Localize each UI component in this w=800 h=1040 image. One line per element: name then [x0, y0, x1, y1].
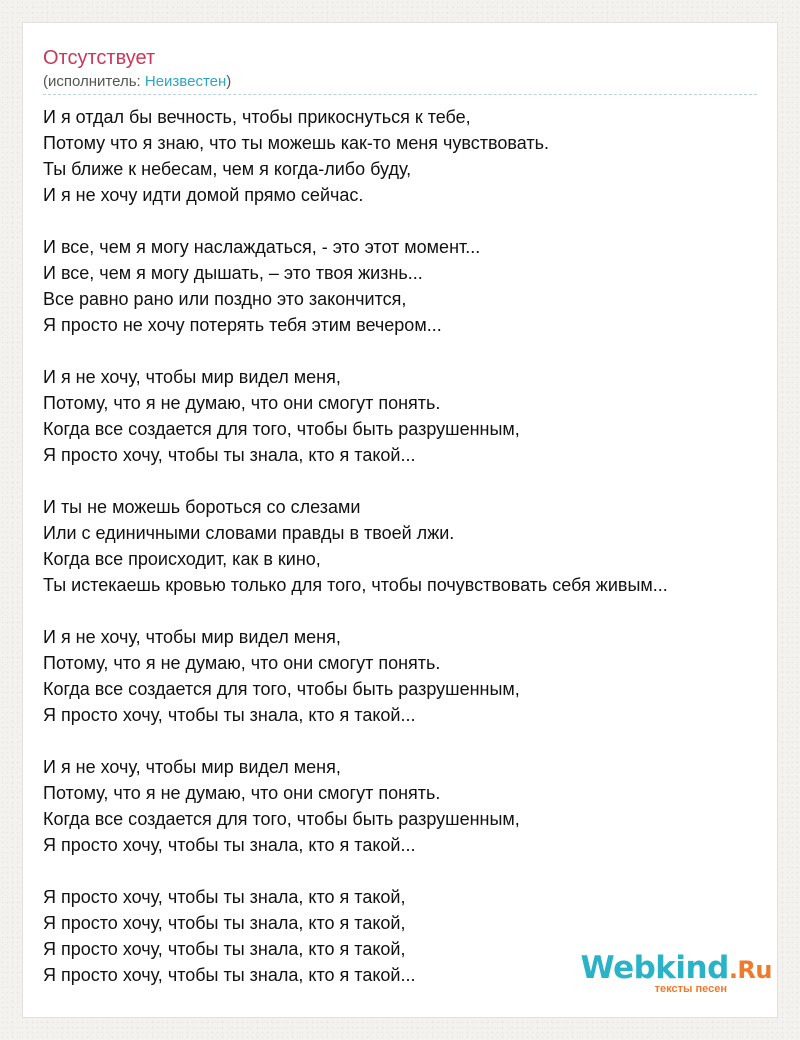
lyric-line: Потому что я знаю, что ты можешь как-то меня чувствовать.	[43, 133, 549, 153]
artist-line	[43, 73, 231, 91]
lyric-line: И я не хочу, чтобы мир видел меня,	[43, 627, 341, 647]
logo-tagline: тексты песен	[654, 983, 727, 995]
lyric-line: Потому, что я не думаю, что они смогут понять.	[43, 393, 441, 413]
artist-prefix: (исполнитель:	[43, 73, 145, 90]
logo-wordmark	[581, 951, 773, 987]
webkind-logo[interactable]	[572, 951, 772, 1001]
lyric-line: Я просто хочу, чтобы ты знала, кто я такой,	[43, 913, 406, 933]
song-title: Отсутствует	[43, 47, 156, 69]
logo-tld: .Ru	[728, 956, 772, 984]
lyric-line: Ты ближе к небесам, чем я когда-либо буду,	[43, 159, 412, 179]
lyric-line: И я не хочу, чтобы мир видел меня,	[43, 367, 341, 387]
lyrics-stanza	[43, 624, 773, 728]
lyric-line: Когда все создается для того, чтобы быть разрушенным,	[43, 679, 520, 699]
lyric-line: Я просто хочу, чтобы ты знала, кто я такой...	[43, 705, 416, 725]
lyric-line: И я не хочу, чтобы мир видел меня,	[43, 757, 341, 777]
lyric-line: Я просто хочу, чтобы ты знала, кто я такой...	[43, 445, 416, 465]
lyric-line: Потому, что я не думаю, что они смогут понять.	[43, 783, 441, 803]
logo-word: Webkind	[580, 950, 729, 986]
lyric-line: Все равно рано или поздно это закончится,	[43, 289, 407, 309]
lyric-line: Я просто хочу, чтобы ты знала, кто я такой,	[43, 939, 406, 959]
lyrics-text	[43, 104, 773, 988]
lyric-line: Я просто хочу, чтобы ты знала, кто я такой,	[43, 887, 406, 907]
lyrics-stanza	[43, 494, 773, 598]
lyric-line: Когда все создается для того, чтобы быть разрушенным,	[43, 809, 520, 829]
lyric-line: И ты не можешь бороться со слезами	[43, 497, 361, 517]
lyrics-card	[22, 22, 778, 1018]
artist-suffix: )	[226, 73, 232, 90]
lyrics-stanza	[43, 754, 773, 858]
lyric-line: И я не хочу идти домой прямо сейчас.	[43, 185, 364, 205]
lyrics-stanza	[43, 234, 773, 338]
lyric-line: Потому, что я не думаю, что они смогут понять.	[43, 653, 441, 673]
lyric-line: Ты истекаешь кровью только для того, чтобы почувствовать себя живым...	[43, 575, 668, 595]
artist-link[interactable]: Неизвестен	[144, 73, 227, 90]
lyric-line: Я просто хочу, чтобы ты знала, кто я такой...	[43, 835, 416, 855]
lyric-line: И я отдал бы вечность, чтобы прикоснуться к тебе,	[43, 107, 471, 127]
lyric-line: Я просто хочу, чтобы ты знала, кто я такой...	[43, 965, 416, 985]
lyric-line: И все, чем я могу наслаждаться, - это этот момент...	[43, 237, 481, 257]
lyric-line: Когда все создается для того, чтобы быть разрушенным,	[43, 419, 520, 439]
lyric-line: И все, чем я могу дышать, – это твоя жизнь...	[43, 263, 423, 283]
header-divider	[43, 94, 757, 95]
lyrics-stanza	[43, 104, 773, 208]
lyric-line: Или с единичными словами правды в твоей лжи.	[43, 523, 455, 543]
lyrics-stanza	[43, 364, 773, 468]
lyric-line: Я просто не хочу потерять тебя этим вечером...	[43, 315, 442, 335]
lyric-line: Когда все происходит, как в кино,	[43, 549, 321, 569]
